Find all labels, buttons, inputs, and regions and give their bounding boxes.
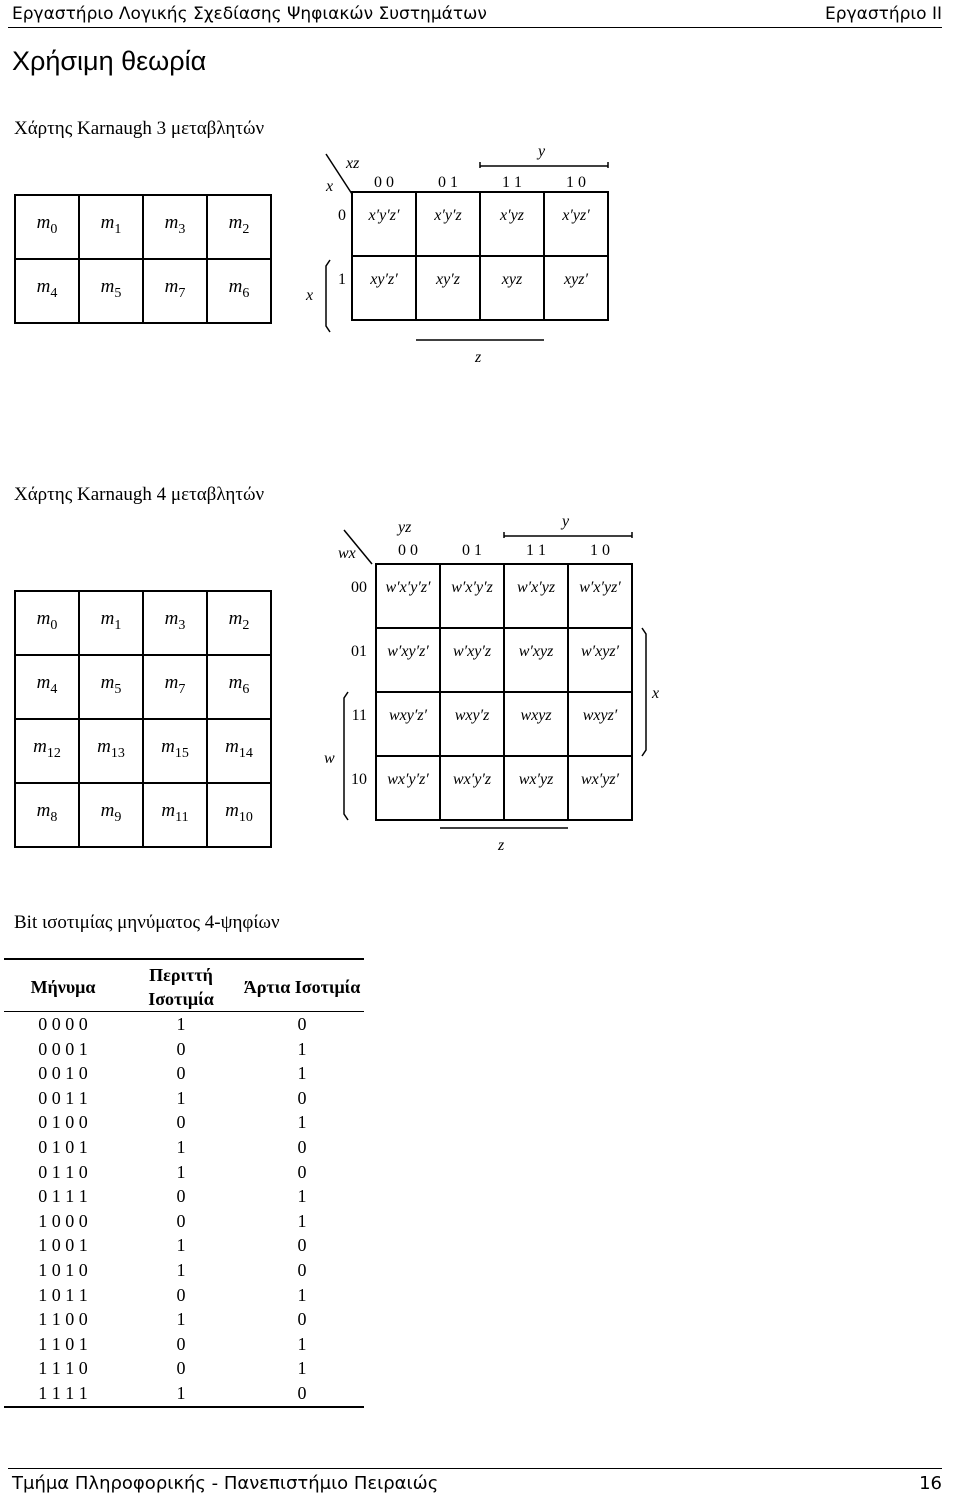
even-parity-cell: 1: [297, 1063, 307, 1084]
kmap-cell: [440, 564, 504, 628]
kmap-cell-term: wxy′z′: [388, 707, 428, 724]
kmap-cell-term: w′xy′z: [452, 643, 492, 660]
kmap4-col-var: yz: [398, 519, 412, 536]
message-cell: 1 1 1 1: [38, 1382, 88, 1403]
table-row: [4, 1135, 364, 1160]
minterm-label: $m_7$: [164, 276, 186, 301]
table-row: [4, 1110, 364, 1135]
kmap-cell-term: w′x′y′z′: [385, 579, 431, 596]
minterm-label: $m_1$: [100, 212, 122, 237]
minterm-label: $m_3$: [164, 608, 186, 633]
message-cell: 1 1 0 1: [38, 1333, 88, 1354]
odd-parity-cell: 0: [176, 1112, 186, 1133]
kmap-col-label: 1 0: [566, 174, 586, 191]
kmap-cell-term: wxyz′: [582, 707, 618, 724]
kmap-col-label: 0 0: [398, 542, 418, 559]
kmap-cell: [440, 692, 504, 756]
kmap-col-label: 1 0: [590, 542, 610, 559]
minterm-label: $m_{11}$: [161, 800, 189, 825]
kmap-cell-term: w′xyz: [518, 643, 554, 660]
kmap-cell-term: xyz′: [564, 271, 588, 288]
kmap-row-label: 1: [338, 271, 346, 288]
kmap3-z-label: z: [475, 349, 482, 366]
odd-parity-cell: 1: [176, 1309, 186, 1330]
message-cell: 0 1 1 0: [38, 1161, 88, 1182]
kmap4-y-label: y: [562, 513, 570, 530]
minterm-label: $m_1$: [100, 608, 122, 633]
kmap4-w-label: w: [324, 750, 335, 767]
kmap-cell: [544, 192, 608, 256]
minterm-label: $m_{10}$: [225, 800, 253, 825]
minterm-label: $m_0$: [36, 212, 58, 237]
even-parity-cell: 0: [297, 1087, 307, 1108]
kmap-col-label: 0 1: [462, 542, 482, 559]
header-lab-number: Εργαστήριο ΙΙ: [825, 4, 942, 24]
odd-parity-cell: 0: [176, 1358, 186, 1379]
kmap3-x-label: x: [306, 287, 314, 304]
minterm-label: $m_7$: [164, 672, 186, 697]
even-parity-cell: 1: [297, 1333, 307, 1354]
kmap-cell: [480, 192, 544, 256]
minterm-label: $m_{13}$: [97, 736, 125, 761]
table-row: [4, 1283, 364, 1308]
even-parity-cell: 0: [297, 1161, 307, 1182]
odd-parity-cell: 0: [176, 1210, 186, 1231]
odd-parity-cell: 1: [176, 1259, 186, 1280]
kmap-cell: [376, 564, 440, 628]
kmap3-y-label: y: [538, 143, 546, 160]
kmap-cell-term: wx′y′z: [452, 771, 492, 788]
kmap-cell-term: w′x′yz: [516, 579, 556, 596]
kmap-cell: [568, 756, 632, 820]
even-parity-cell: 0: [297, 1136, 307, 1157]
kmap4-x-label: x: [652, 685, 660, 702]
message-cell: 0 1 1 1: [38, 1186, 88, 1207]
odd-parity-cell: 0: [176, 1333, 186, 1354]
table-row: [4, 1258, 364, 1283]
odd-parity-cell: 1: [176, 1382, 186, 1403]
section-title: Χρήσιμη θεωρία: [12, 46, 207, 76]
kmap4-row-var: wx: [338, 545, 356, 562]
kmap3-diagram: [0, 140, 960, 510]
message-cell: 1 1 1 0: [38, 1358, 88, 1379]
kmap-cell-term: w′x′y′z: [451, 579, 493, 596]
kmap4-caption: Χάρτης Karnaugh 4 μεταβλητών: [14, 484, 265, 505]
kmap-cell: [376, 756, 440, 820]
even-parity-cell: 1: [297, 1210, 307, 1231]
minterm-label: $m_9$: [100, 800, 122, 825]
odd-parity-cell: 1: [176, 1014, 186, 1034]
table-row: [4, 1160, 364, 1185]
col-header-even-parity: Άρτια Ισοτιμία: [243, 977, 361, 997]
kmap3-row-var: x: [326, 178, 334, 195]
even-parity-cell: 0: [297, 1235, 307, 1256]
kmap-col-label: 1 1: [502, 174, 522, 191]
kmap-cell: [504, 628, 568, 692]
parity-table: [4, 958, 364, 1408]
col-header-message: Μήνυμα: [30, 977, 96, 997]
kmap-col-label: 1 1: [526, 542, 546, 559]
kmap-row-label: 01: [351, 643, 367, 660]
minterm-label: $m_2$: [228, 608, 250, 633]
table-row: [4, 1332, 364, 1357]
minterm-label: $m_4$: [36, 672, 58, 697]
kmap-cell: [416, 256, 480, 320]
kmap4-z-label: z: [498, 837, 505, 854]
minterm-label: $m_5$: [100, 672, 122, 697]
col-header-odd-parity: Περιττή Ισοτιμία: [148, 965, 214, 1009]
footer-department: Τμήμα Πληροφορικής - Πανεπιστήμιο Πειραιώς: [12, 1473, 439, 1494]
kmap-cell-term: x′y′z: [434, 207, 462, 224]
minterm-label: $m_2$: [228, 212, 250, 237]
minterm-label: $m_{15}$: [161, 736, 189, 761]
message-cell: 1 0 1 1: [38, 1284, 88, 1305]
even-parity-cell: 1: [297, 1284, 307, 1305]
kmap-cell: [480, 256, 544, 320]
kmap-cell-term: x′yz′: [562, 207, 590, 224]
message-cell: 0 0 1 0: [38, 1063, 88, 1084]
kmap3-col-var: xz: [346, 155, 360, 172]
kmap-cell-term: w′xyz′: [580, 643, 620, 660]
table-row: [4, 1381, 364, 1407]
kmap-cell-term: wxyz: [520, 707, 552, 724]
message-cell: 1 1 0 0: [38, 1309, 88, 1330]
minterm-label: $m_{12}$: [33, 736, 61, 761]
message-cell: 0 1 0 0: [38, 1112, 88, 1133]
kmap-col-label: 0 0: [374, 174, 394, 191]
odd-parity-cell: 0: [176, 1063, 186, 1084]
odd-parity-cell: 1: [176, 1087, 186, 1108]
kmap-cell: [416, 192, 480, 256]
kmap-cell-term: wx′yz′: [580, 771, 620, 788]
kmap-cell: [504, 564, 568, 628]
table-row: [4, 1307, 364, 1332]
minterm-label: $m_8$: [36, 800, 58, 825]
minterm-label: $m_6$: [228, 276, 250, 301]
odd-parity-cell: 1: [176, 1136, 186, 1157]
kmap-col-label: 0 1: [438, 174, 458, 191]
kmap-cell: [352, 256, 416, 320]
message-cell: 1 0 1 0: [38, 1259, 88, 1280]
page-footer: [8, 1468, 942, 1494]
kmap-cell: [504, 756, 568, 820]
table-row: [4, 1209, 364, 1234]
page-number: 16: [919, 1473, 942, 1494]
parity-caption: Bit ισοτιμίας μηνύματος 4-ψηφίων: [14, 912, 280, 933]
message-cell: 0 0 0 1: [38, 1038, 88, 1059]
table-row: [4, 1086, 364, 1111]
odd-parity-cell: 1: [176, 1235, 186, 1256]
kmap-cell: [568, 628, 632, 692]
kmap-cell: [376, 692, 440, 756]
kmap-cell-term: xy′z: [436, 271, 460, 288]
kmap-row-label: 10: [351, 771, 367, 788]
minterm-label: $m_0$: [36, 608, 58, 633]
message-cell: 1 0 0 1: [38, 1235, 88, 1256]
kmap-cell: [544, 256, 608, 320]
kmap-cell-term: wx′y′z′: [387, 771, 429, 788]
kmap-cell: [440, 756, 504, 820]
minterm-label: $m_4$: [36, 276, 58, 301]
kmap-cell: [440, 628, 504, 692]
minterm-label: $m_6$: [228, 672, 250, 697]
kmap-cell-term: x′yz: [500, 207, 524, 224]
kmap-cell-term: wx′yz: [518, 771, 554, 788]
message-cell: 0 0 1 1: [38, 1087, 88, 1108]
minterm-label: $m_3$: [164, 212, 186, 237]
header-course-title: Εργαστήριο Λογικής Σχεδίασης Ψηφιακών Συστημάτων: [12, 4, 487, 24]
kmap-cell-term: w′xy′z′: [387, 643, 429, 660]
kmap4-diagram: [0, 500, 960, 860]
kmap-cell: [352, 192, 416, 256]
kmap-cell: [376, 628, 440, 692]
message-cell: 1 0 0 0: [38, 1210, 88, 1231]
kmap-cell-term: wxy′z: [454, 707, 490, 724]
even-parity-cell: 1: [297, 1112, 307, 1133]
kmap-cell: [568, 564, 632, 628]
even-parity-cell: 0: [297, 1014, 307, 1034]
kmap-cell: [568, 692, 632, 756]
kmap3-caption: Χάρτης Karnaugh 3 μεταβλητών: [14, 118, 265, 139]
table-row: [4, 1037, 364, 1062]
even-parity-cell: 1: [297, 1186, 307, 1207]
kmap-cell-term: x′y′z′: [368, 207, 400, 224]
odd-parity-cell: 0: [176, 1284, 186, 1305]
even-parity-cell: 0: [297, 1259, 307, 1280]
even-parity-cell: 0: [297, 1382, 307, 1403]
kmap-cell-term: w′x′yz′: [579, 579, 621, 596]
odd-parity-cell: 1: [176, 1161, 186, 1182]
kmap-row-label: 11: [351, 707, 367, 724]
table-row: [4, 1233, 364, 1258]
table-row: [4, 1184, 364, 1209]
even-parity-cell: 1: [297, 1358, 307, 1379]
even-parity-cell: 0: [297, 1309, 307, 1330]
page-header: [8, 2, 942, 28]
odd-parity-cell: 0: [176, 1186, 186, 1207]
message-cell: 0 0 0 0: [38, 1014, 88, 1034]
kmap-cell: [504, 692, 568, 756]
kmap-cell-term: xy′z′: [370, 271, 398, 288]
odd-parity-cell: 0: [176, 1038, 186, 1059]
kmap-row-label: 00: [351, 579, 367, 596]
minterm-label: $m_{14}$: [225, 736, 253, 761]
minterm-label: $m_5$: [100, 276, 122, 301]
even-parity-cell: 1: [297, 1038, 307, 1059]
kmap-cell-term: xyz: [501, 271, 523, 288]
message-cell: 0 1 0 1: [38, 1136, 88, 1157]
table-row: [4, 1356, 364, 1381]
kmap-row-label: 0: [338, 207, 346, 224]
table-row: [4, 1012, 364, 1037]
table-row: [4, 1061, 364, 1086]
